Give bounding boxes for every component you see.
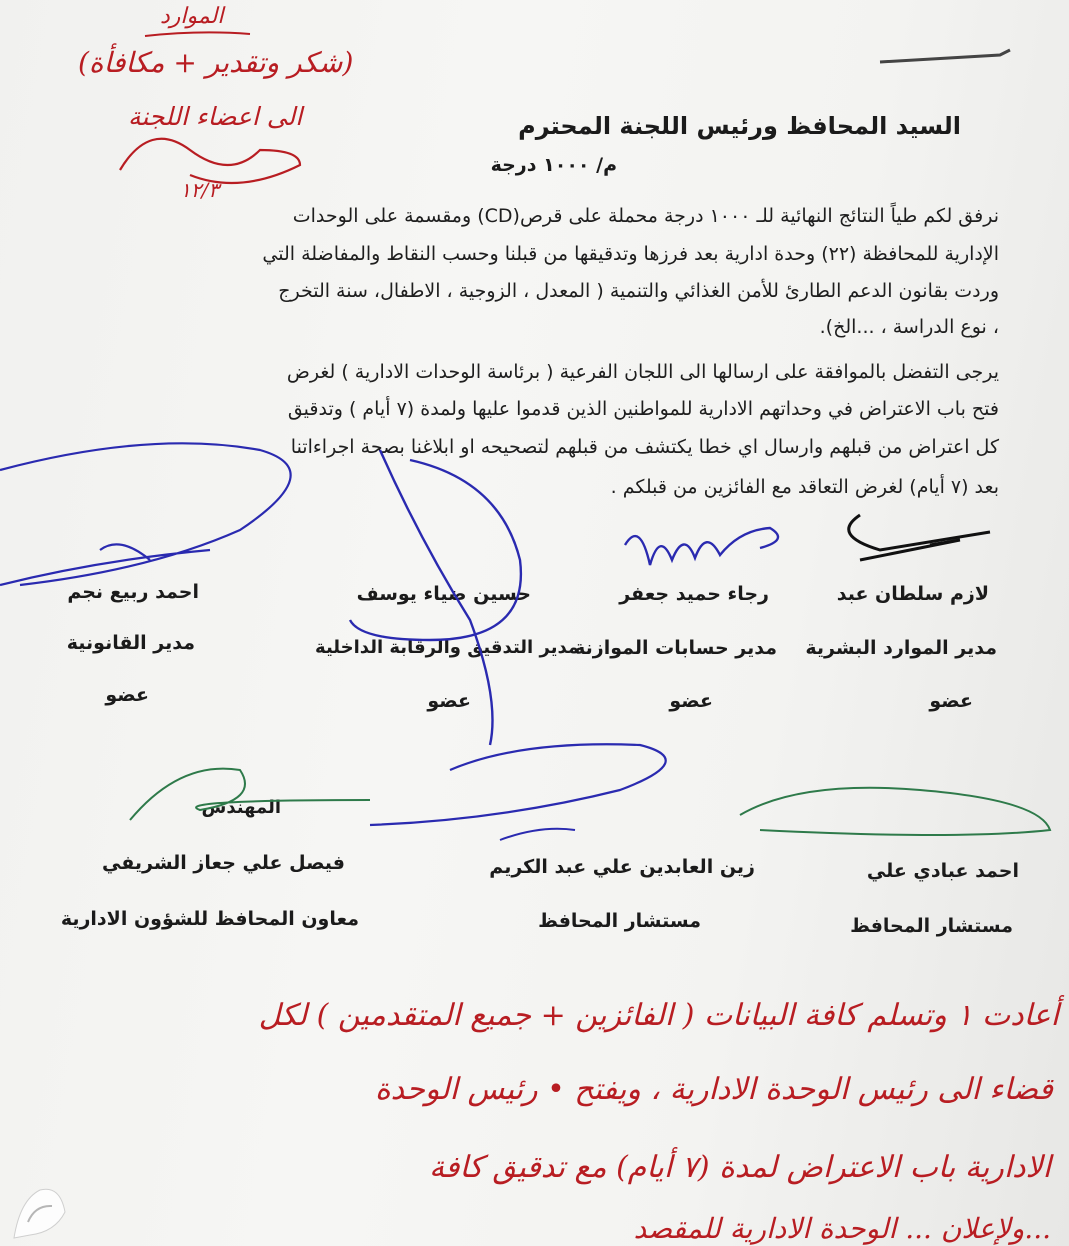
signatory-2-name: رجاء حميد جعفر [619, 583, 769, 605]
handwritten-note-bottom-line2: قضاء الى رئيس الوحدة الادارية ، ويفتح • رئيس الوحدة [374, 1072, 1053, 1107]
signatory-4-name: احمد ربيع نجم [67, 581, 199, 603]
signature-4-mark [0, 443, 291, 585]
signatory-1-name: لازم سلطان عبد [836, 583, 989, 605]
body-p2-line4: بعد (٧ أيام) لغرض التعاقد مع الفائزين من قبلكم . [610, 476, 999, 498]
signatory-3-role: عضو [427, 690, 471, 712]
signatory-1-role: عضو [929, 690, 973, 712]
handwritten-note-bottom-line1: أعادت ١ وتسلم كافة البيانات ( الفائزين + جميع المتقدمين ) لكل [258, 998, 1059, 1033]
signatory-4-role: عضو [105, 684, 149, 706]
adviser-1-signature [740, 788, 1050, 835]
adviser-1-title: مستشار المحافظ [850, 915, 1013, 937]
signature-2-mark [625, 528, 778, 565]
signatory-1-title: مدير الموارد البشرية [805, 637, 997, 659]
pen-scratch-mark [880, 50, 1010, 62]
adviser-2-name: زين العابدين علي عبد الكريم [489, 856, 755, 878]
signature-1-mark [849, 515, 990, 560]
adviser-2-title: مستشار المحافظ [538, 910, 701, 932]
assistant-governor-prefix: المهندس [201, 797, 281, 818]
handwritten-note-top-line3: الى اعضاء اللجنة [128, 102, 303, 131]
body-p2-line3: كل اعتراض من قبلهم وارسال اي خطا يكتشف من قبلهم لتصحيحه او ابلاغنا بصحة اجراءاتنا [290, 436, 999, 458]
assistant-governor-title: معاون المحافظ للشؤون الادارية [60, 908, 359, 930]
assistant-governor-name: فيصل علي جعاز الشريفي [101, 852, 345, 874]
body-p1-line2: الإدارية للمحافظة (٢٢) وحدة ادارية بعد فرزها وتدقيقها من قبلنا وحسب النقاط والمفاضلة التي [262, 243, 999, 265]
adviser-2-signature [370, 744, 666, 825]
signatory-3-name: حسين ضياء يوسف [356, 583, 531, 605]
body-p1-line1: نرفق لكم طياً النتائج النهائية للـ ١٠٠٠ درجة محملة على قرص(CD) ومقسمة على الوحدات [292, 205, 999, 227]
signatory-4-title: مدير القانونية [66, 632, 195, 654]
body-p2-line1: يرجى التفضل بالموافقة على ارسالها الى اللجان الفرعية ( برئاسة الوحدات الادارية ) لغرض [286, 361, 999, 383]
handwritten-note-top-date: ١٢/٣ [180, 178, 219, 202]
handwritten-note-bottom-line3: الادارية باب الاعتراض لمدة (٧ أيام) مع تدقيق كافة [429, 1150, 1051, 1185]
body-p1-line4: ، نوع الدراسة ، ...الخ). [819, 316, 999, 338]
signatory-2-title: مدير حسابات الموازنة [574, 637, 777, 659]
adviser-1-name: احمد عبادي علي [866, 860, 1019, 882]
body-p1-line3: وردت بقانون الدعم الطارئ للأمن الغذائي والتنمية ( المعدل ، الزوجية ، الاطفال، سنة التخرج [278, 280, 999, 302]
handwritten-note-top-line2: (شكر وتقدير + مكافأة) [78, 46, 354, 79]
addressee-heading: السيد المحافظ ورئيس اللجنة المحترم [518, 112, 961, 140]
signatory-3-title: مدير التدقيق والرقابة الداخلية [315, 637, 579, 658]
signatory-2-role: عضو [669, 690, 713, 712]
handwritten-note-bottom-line4: ...ولإعلان ... الوحدة الادارية للمقصد [633, 1212, 1051, 1245]
subject-line: م/ ١٠٠٠ درجة [490, 154, 617, 176]
red-signature [120, 139, 300, 183]
red-underline [145, 32, 250, 36]
watermark-logo [14, 1189, 65, 1238]
handwritten-note-top-line1: الموارد [160, 4, 224, 29]
body-p2-line2: فتح باب الاعتراض في وحداتهم الادارية للمواطنين الذين قدموا عليها ولمدة (٧ أيام ) وتدقيق [287, 398, 999, 420]
